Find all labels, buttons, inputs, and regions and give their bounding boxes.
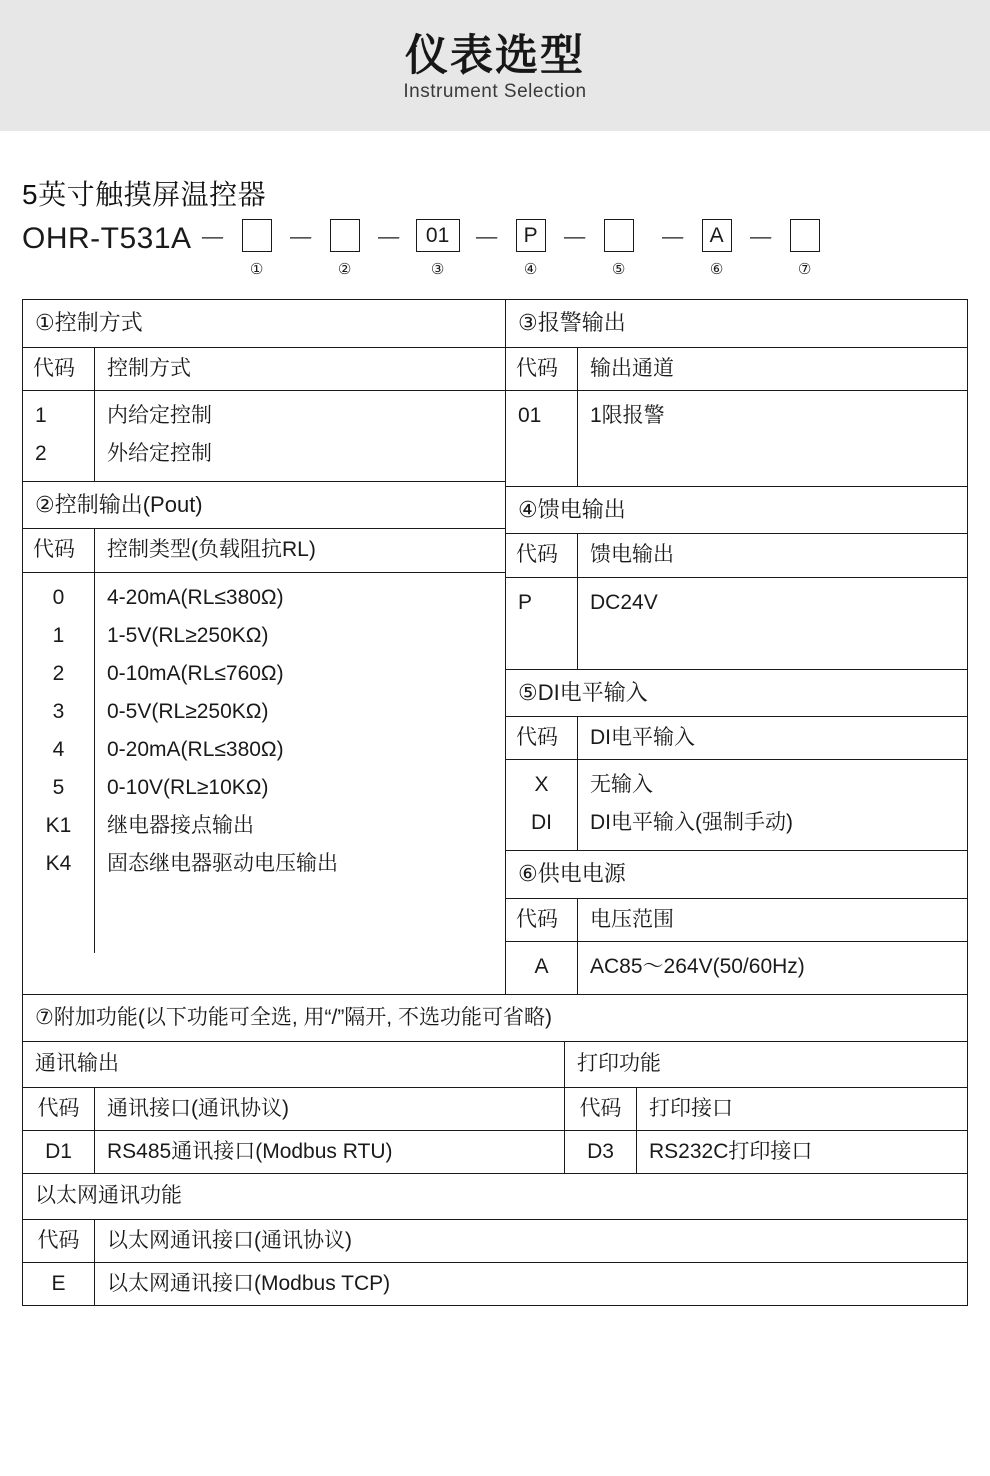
separator-dash-4: －: [560, 223, 589, 254]
table-cell: 0-5V(RL≥250KΩ): [107, 699, 269, 723]
table-cell: 1限报警: [590, 403, 665, 427]
section-7-comm-row: [23, 1131, 564, 1173]
model-slot-1[interactable]: [234, 219, 280, 278]
section-1-body: [23, 391, 505, 482]
section-4-col-code: 代码: [506, 534, 578, 576]
section-4-body: [506, 578, 967, 670]
table-cell: 1: [52, 623, 65, 647]
section-6-header: ⑥供电电源: [506, 851, 967, 899]
model-slot-3[interactable]: [410, 219, 466, 278]
separator-dash-1: －: [286, 223, 315, 254]
model-slot-5-box: [604, 219, 634, 252]
table-cell: P: [518, 590, 533, 614]
model-slot-3-box: 01: [416, 219, 460, 252]
separator-dash-5: －: [658, 223, 687, 254]
table-cell: 4-20mA(RL≤380Ω): [107, 585, 284, 609]
section-7-print-row: [565, 1131, 967, 1173]
table-cell: 2: [35, 441, 47, 465]
model-slot-2[interactable]: [322, 219, 368, 278]
model-slot-3-index: ③: [430, 261, 445, 278]
section-3-descs: [578, 391, 967, 486]
section-1-col-code: 代码: [23, 348, 95, 390]
section-4-col-desc: 馈电输出: [590, 543, 674, 567]
table-cell: 继电器接点输出: [107, 813, 254, 837]
section-3-col-code: 代码: [506, 348, 578, 390]
model-slot-2-box: [330, 219, 360, 252]
section-6-codes: [506, 942, 578, 994]
section-7-subtitles: [23, 1042, 967, 1087]
model-slot-6-index: ⑥: [709, 261, 724, 278]
product-name: 5英寸触摸屏温控器: [22, 179, 267, 210]
table-cell: 01: [518, 403, 542, 427]
section-7-print-col-code: 代码: [565, 1088, 637, 1130]
section-5-body: [506, 760, 967, 851]
section-3-codes: [506, 391, 578, 486]
section-6-col-code: 代码: [506, 899, 578, 941]
section-6-col-desc: 电压范围: [590, 907, 674, 931]
section-1-codes: [23, 391, 95, 481]
section-5-col-code: 代码: [506, 717, 578, 759]
selection-tables: [22, 299, 968, 1306]
table-cell: 1-5V(RL≥250KΩ): [107, 623, 269, 647]
model-base-code: OHR-T531A: [22, 222, 192, 255]
table-cell: 以太网通讯接口(Modbus TCP): [107, 1271, 391, 1295]
table-cell: 0-20mA(RL≤380Ω): [107, 737, 284, 761]
page-banner: [0, 0, 990, 131]
section-3-body: [506, 391, 967, 487]
section-7-comm-subtitle: 通讯输出: [23, 1042, 565, 1086]
model-slot-6[interactable]: [694, 219, 740, 278]
table-cell: 3: [52, 699, 65, 723]
section-5-descs: [578, 760, 967, 850]
section-7-ethernet-headers: [23, 1220, 967, 1263]
section-1-col-desc: 控制方式: [107, 356, 191, 380]
section-7-print-subtitle: 打印功能: [577, 1052, 661, 1076]
section-2-column-headers: [23, 529, 505, 572]
section-7-comm-headers: [23, 1088, 564, 1131]
section-2-col-desc: 控制类型(负载阻抗RL): [107, 538, 316, 562]
section-6-descs: [578, 942, 967, 994]
separator-dash-2: －: [374, 223, 403, 254]
model-slot-6-box: A: [702, 219, 732, 252]
model-slot-5[interactable]: [596, 219, 642, 278]
section-3-header: ③报警输出: [506, 300, 967, 348]
table-cell: X: [534, 773, 549, 797]
table-cell: 4: [52, 737, 65, 761]
table-cell: D3: [565, 1131, 637, 1173]
section-7-print-col-desc: 打印接口: [649, 1096, 733, 1120]
section-4-column-headers: [506, 534, 967, 577]
model-slot-7-index: ⑦: [797, 261, 812, 278]
section-7-header: ⑦附加功能(以下功能可全选, 用“/”隔开, 不选功能可省略): [23, 994, 967, 1042]
table-cell: AC85～264V(50/60Hz): [590, 955, 805, 979]
model-slot-7-box: [790, 219, 820, 252]
model-slot-4[interactable]: [508, 219, 554, 278]
table-cell: DI: [531, 811, 552, 835]
table-cell: A: [534, 955, 549, 979]
model-slot-7[interactable]: [782, 219, 828, 278]
table-cell: 2: [52, 661, 65, 685]
section-2-body: [23, 573, 505, 953]
table-cell: E: [23, 1263, 95, 1305]
section-1-header: ①控制方式: [23, 300, 505, 348]
section-7-ethernet-row: [23, 1263, 967, 1305]
table-cell: 固态继电器驱动电压输出: [107, 851, 338, 875]
section-6-column-headers: [506, 899, 967, 942]
model-slot-1-index: ①: [249, 261, 264, 278]
model-code-builder: [22, 219, 990, 285]
model-slot-2-index: ②: [337, 261, 352, 278]
page-title: 仪表选型: [405, 31, 585, 80]
page-subtitle: Instrument Selection: [403, 81, 587, 103]
section-7-comm-col-code: 代码: [23, 1088, 95, 1130]
section-1-descs: [95, 391, 505, 481]
section-7-ethernet-table: [23, 1220, 967, 1307]
section-7-tables: [23, 1088, 967, 1175]
separator-dash-6: －: [746, 223, 775, 254]
section-3-col-desc: 输出通道: [590, 356, 674, 380]
section-7-ethernet-col-code: 代码: [23, 1220, 95, 1262]
model-slot-4-index: ④: [523, 261, 538, 278]
tables-right-column: [506, 300, 967, 994]
section-7-ethernet-subtitle: 以太网通讯功能: [23, 1174, 967, 1219]
section-5-codes: [506, 760, 578, 850]
table-cell: DI电平输入(强制手动): [590, 811, 793, 835]
tables-top-columns: [23, 300, 967, 994]
section-3-column-headers: [506, 348, 967, 391]
table-cell: 5: [52, 775, 65, 799]
tables-left-column: [23, 300, 506, 994]
model-slot-4-box: P: [516, 219, 546, 252]
table-cell: 内给定控制: [107, 403, 212, 427]
section-5-col-desc: DI电平输入: [590, 726, 695, 750]
section-2-codes: [23, 573, 95, 953]
table-cell: 0: [52, 585, 65, 609]
section-5-column-headers: [506, 717, 967, 760]
section-2-descs: [95, 573, 505, 953]
table-cell: DC24V: [590, 590, 658, 614]
section-4-header: ④馈电输出: [506, 487, 967, 535]
table-cell: 0-10mA(RL≤760Ω): [107, 661, 284, 685]
table-cell: D1: [23, 1131, 95, 1173]
section-5-header: ⑤DI电平输入: [506, 670, 967, 718]
table-cell: K1: [45, 813, 72, 837]
section-2-col-code: 代码: [23, 529, 95, 571]
section-6-body: [506, 942, 967, 994]
table-cell: RS232C打印接口: [649, 1140, 813, 1164]
section-7-ethernet-col-desc: 以太网通讯接口(通讯协议): [107, 1228, 352, 1252]
table-cell: 无输入: [590, 773, 653, 797]
model-slot-5-index: ⑤: [611, 261, 626, 278]
table-cell: K4: [45, 851, 72, 875]
section-7-comm-table: [23, 1088, 565, 1174]
section-4-descs: [578, 578, 967, 669]
section-4-codes: [506, 578, 578, 669]
section-2-header: ②控制输出(Pout): [23, 482, 505, 530]
table-cell: 1: [35, 403, 47, 427]
model-slot-1-box: [242, 219, 272, 252]
section-1-column-headers: [23, 348, 505, 391]
separator-dash: －: [198, 223, 227, 254]
model-section: [0, 131, 990, 285]
table-cell: 外给定控制: [107, 441, 212, 465]
table-cell: 0-10V(RL≥10KΩ): [107, 775, 269, 799]
section-7-comm-col-desc: 通讯接口(通讯协议): [107, 1096, 289, 1120]
section-7-print-headers: [565, 1088, 967, 1131]
table-cell: RS485通讯接口(Modbus RTU): [107, 1140, 393, 1164]
section-7-print-table: [565, 1088, 967, 1174]
separator-dash-3: －: [472, 223, 501, 254]
